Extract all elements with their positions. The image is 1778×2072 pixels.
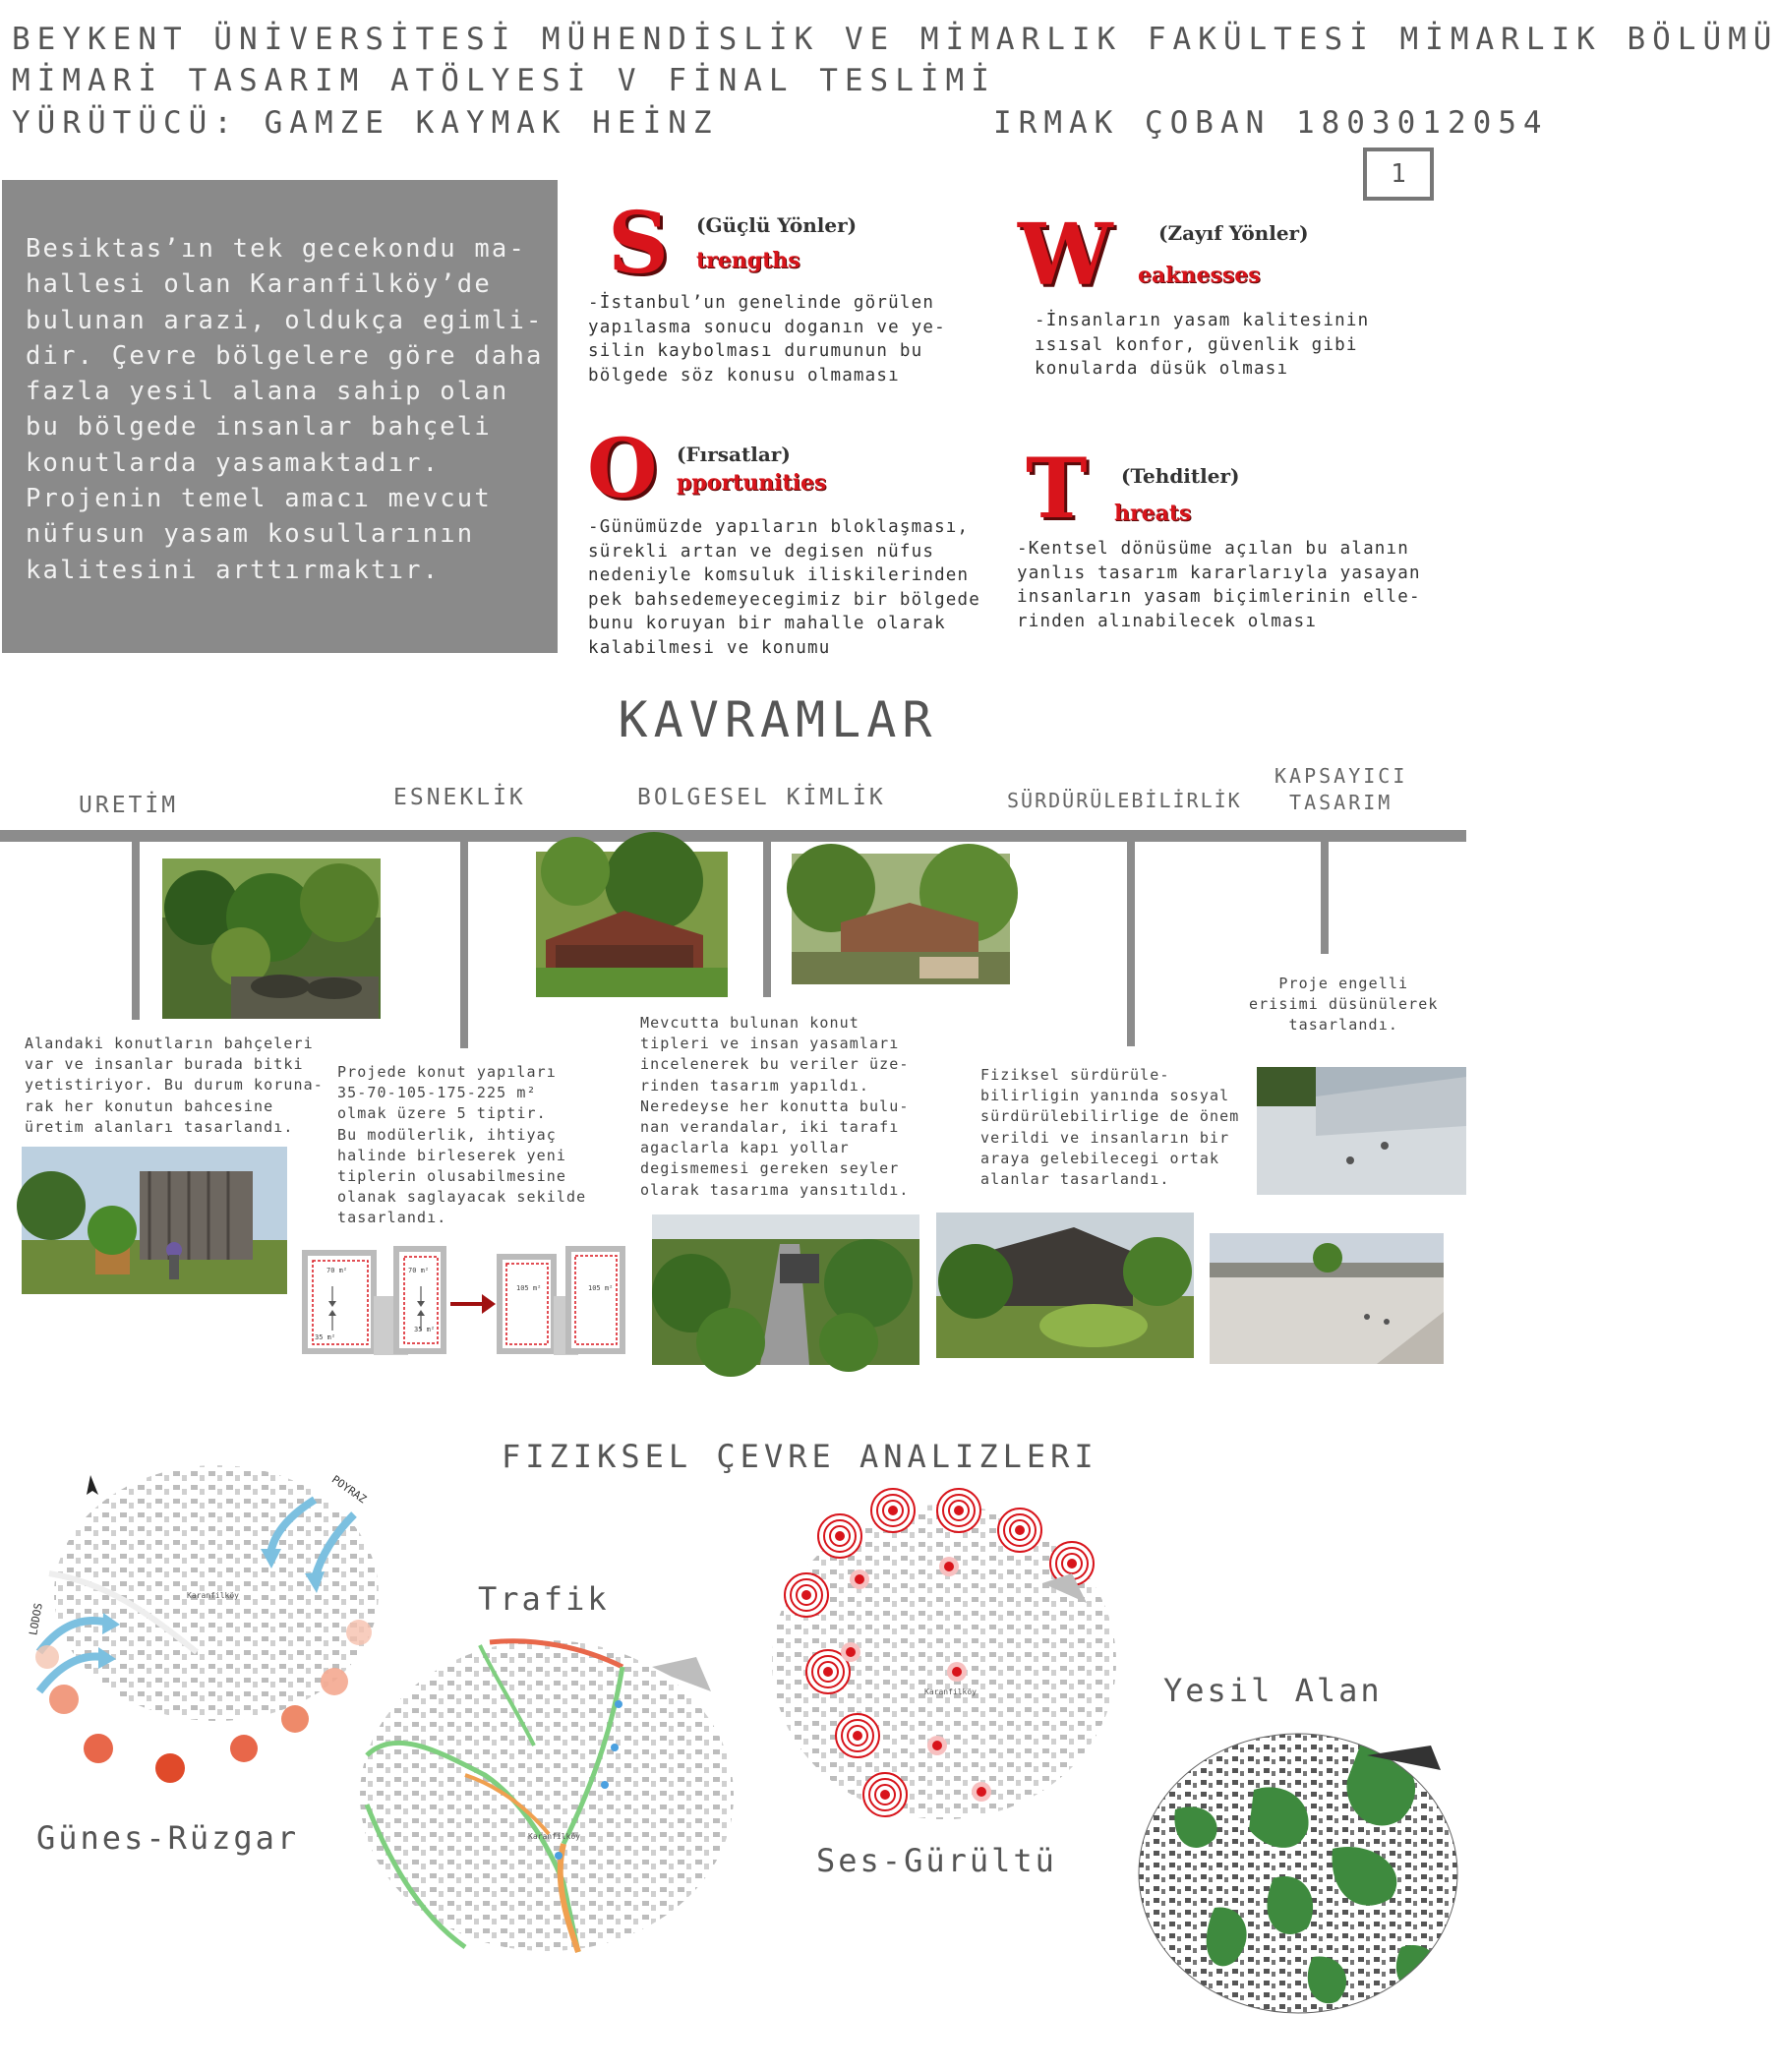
header-student: IRMAK ÇOBAN 1803012054 [993,105,1549,141]
map-noise [757,1485,1121,1824]
swot-w-english: eaknesses [1138,263,1261,288]
render-garden-area [22,1147,287,1294]
plan-label-2: 70 m² [408,1267,430,1274]
map-label-noise: Ses-Gürültü [816,1842,1057,1879]
header-title-line-1: BEYKENT ÜNİVERSİTESİ MÜHENDİSLİK VE MİMARLIK FAKÜLTESİ MİMARLIK BÖLÜMÜ [12,22,1778,57]
swot-w-letter: W [1018,206,1113,305]
wind-label-lodos: LODOS [27,1602,45,1636]
map-label-green: Yesil Alan [1163,1672,1383,1709]
timeline-tick-uretim [132,838,140,1020]
map-sun-wind [27,1455,384,1780]
swot-o-english: pportunities [677,470,827,496]
concept-timeline [0,830,1466,842]
swot-s-english: trengths [696,248,800,273]
caption-surdurulebilirlik: Fiziksel sürdürüle- bilirligin yanında sosyal sürdürülebilirlige de önem verildi ve insanların bir araya gelebilecegi ortak alanlar tasarlandı. [980,1066,1240,1189]
caption-esneklik: Projede konut yapıları 35-70-105-175-225 m² olmak üzere 5 tiptir. Bu modülerlik, ihtiyaç halinde birleserek yeni tiplerin olusabilmesine olanak saglayacak sekilde tasarlandı. [337,1063,587,1227]
timeline-tick-esneklik [460,838,468,1048]
swot-s-turkish: (Güçlü Yönler) [696,213,858,237]
caption-bolgesel: Mevcutta bulunan konut tipleri ve insan yasamları incelenerek bu veriler üze- rinden tasarım yapıldı. Neredeyse her konutta bulu- nan verandalar, iki tarafı agaclarla kapı yollar degismemesi gereken seyler olarak tasarıma yansıtıldı. [640,1014,910,1199]
swot-w-text: -İnsanların yasam kalitesinin ısısal konfor, güvenlik gibi konularda düsük olması [1035,311,1370,379]
map-green-area [1136,1731,1460,2016]
header-instructor: YÜRÜTÜCÜ: GAMZE KAYMAK HEİNZ [12,105,719,141]
caption-kapsayici: Proje engelli erisimi düsünülerek tasarlandı. [1249,975,1439,1035]
render-ramp-plaza [1257,1067,1466,1195]
concept-surdurulebilirlik: SÜRDÜRÜLEBİLİRLİK [1007,789,1242,812]
wind-label-poyraz: POYRAZ [328,1472,369,1507]
caption-uretim: Alandaki konutların bahçeleri var ve insanlar burada bitki yetistiriyor. Bu durum koruna- rak her konutun bahcesine üretim alanları tasarlandı. [25,1035,324,1136]
concept-bolgesel-kimlik: BOLGESEL KİMLİK [637,785,886,810]
map-traffic [357,1637,738,1954]
plan-label-6: 105 m² [588,1284,614,1292]
place-label-sun-wind: Karanfilköy [187,1591,239,1600]
fiziksel-title: FIZIKSEL ÇEVRE ANALIZLERI [502,1438,1098,1475]
swot-o-turkish: (Fırsatlar) [677,443,791,466]
timeline-tick-bolgesel [763,838,771,997]
plan-label-3: 35 m² [315,1333,336,1341]
swot-t-letter: T [1026,440,1088,537]
swot-s-letter: S [608,194,670,293]
swot-o-text: -Günümüzde yapıların bloklaşması, sürekli artan ve degisen nüfus nedeniyle komsuluk iliskilerinden pek bahsedemeyecegimiz bir bölgede bunu koruyan bir mahalle olarak kalabilmesi ve konumu [588,517,981,658]
place-label-noise: Karanfilköy [924,1687,977,1696]
photo-old-house [792,854,1010,984]
swot-s-text: -İstanbul’un genelinde görülen yapılasma sonucu doganın ve ye- silin kaybolması durumunun bu bölgede söz konusu olmaması [588,293,946,385]
swot-t-text: -Kentsel dönüsüme açılan bu alanın yanlıs tasarım kararlarıyla yasayan insanların yasam biçimlerinin elle- rinden alınabilecek olması [1017,539,1421,631]
concept-uretim: URETİM [79,793,179,818]
timeline-tick-kapsayici [1321,838,1329,954]
plan-label-4: 35 m² [414,1326,436,1333]
photo-house-garden [536,852,728,997]
plan-label-1: 70 m² [326,1267,348,1274]
swot-w-turkish: (Zayıf Yönler) [1158,221,1309,245]
page-number: 1 [1363,148,1434,201]
swot-o-letter: O [587,422,658,516]
swot-t-turkish: (Tehditler) [1121,464,1240,488]
kavramlar-title: KAVRAMLAR [618,691,938,748]
render-courtyard [936,1213,1194,1358]
swot-t-english: hreats [1114,501,1192,526]
photo-garden-plants [162,858,381,1019]
render-aerial-street [652,1214,919,1365]
header-title-line-2: MİMARİ TASARIM ATÖLYESİ V FİNAL TESLİMİ [12,63,996,98]
place-label-traffic: Karanfilköy [528,1832,580,1841]
map-label-sun-wind: Günes-Rüzgar [36,1819,300,1857]
plan-label-5: 105 m² [516,1284,542,1292]
concept-kapsayici-tasarim: KAPSAYICI TASARIM [1274,764,1408,814]
concept-esneklik: ESNEKLİK [393,785,526,810]
map-label-traffic: Trafik [478,1580,610,1618]
modular-plans-diagram [303,1247,627,1363]
render-stepped-seating [1210,1233,1444,1364]
timeline-tick-surdurulebilirlik [1127,838,1135,1046]
intro-text: Besiktas’ın tek gecekondu ma- hallesi olan Karanfilköy’de bulunan arazi, oldukça egimli- dir. Çevre bölgelere göre daha fazla yesil alana sahip olan bu bölgede insanlar bahçeli konutlarda yasamaktadır. Projenin temel amacı mevcut nüfusun yasam kosullarının kalitesini arttırmaktır. [2,180,558,653]
